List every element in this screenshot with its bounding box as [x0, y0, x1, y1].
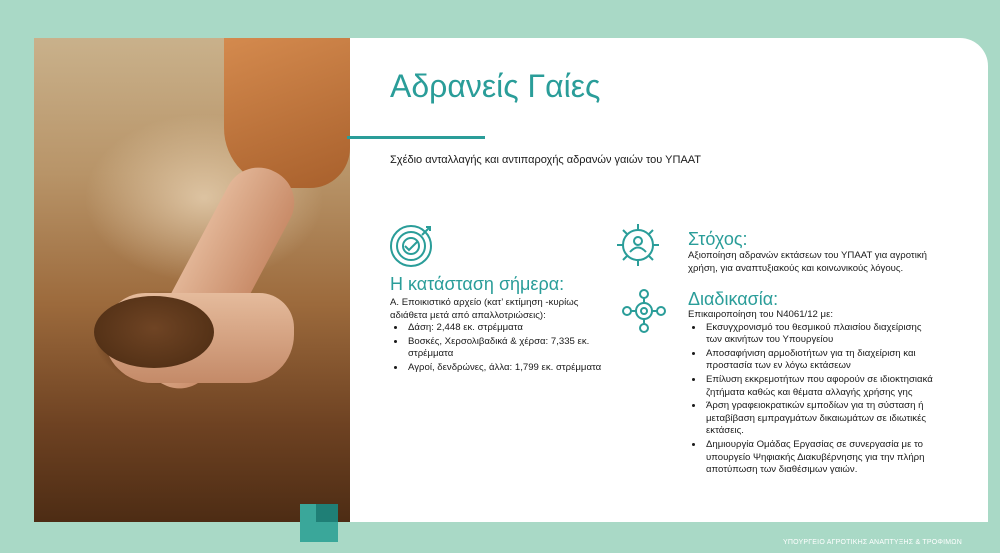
page-title: Αδρανείς Γαίες [390, 68, 601, 104]
list-item: • Άρση γραφειοκρατικών εμποδίων για τη σύσταση ή μεταβίβαση εμπραγμάτων δικαιωμάτων σε ιδιωτικές εκτάσεις. [704, 400, 938, 438]
list-item: • Αποσαφήνιση αρμοδιοτήτων για τη διαχείριση και προστασία των εν λόγω εκτάσεων [704, 348, 938, 373]
process-gears-icon [619, 286, 669, 336]
footer-ministry: ΥΠΟΥΡΓΕΙΟ ΑΓΡΟΤΙΚΗΣ ΑΝΑΠΤΥΞΗΣ & ΤΡΟΦΙΜΩΝ [782, 539, 962, 546]
procedure-heading: Διαδικασία: [688, 289, 779, 309]
goal-heading: Στόχος: [688, 229, 748, 249]
goal-text: Αξιοποίηση αδρανών εκτάσεων του ΥΠΑΑΤ για αγροτική χρήση, για αναπτυξιακούς και κοινωνικούς λόγους. [688, 250, 927, 274]
procedure-intro: Επικαιροποίηση του Ν4061/12 με: [688, 309, 834, 320]
gear-people-icon [613, 220, 663, 270]
list-item: • Επίλυση εκκρεμοτήτων που αφορούν σε ιδιοκτησιακά ζητήματα καθώς και θέματα αλλαγής χρήσης γης [704, 374, 938, 399]
list-item: • Βοσκές, Χερσολιβαδικά & χέρσα: 7,335 εκ. στρέμματα [406, 336, 602, 361]
decorative-square-dark [316, 504, 338, 522]
title-divider [347, 136, 485, 139]
status-intro: Α. Εποικιστικό αρχείο (κατ’ εκτίμηση -κυρίως αδιάθετα μετά από απαλλοτριώσεις): [390, 297, 579, 321]
procedure-list [688, 322, 938, 477]
list-item: • Δημιουργία Ομάδας Εργασίας σε συνεργασία με το υπουργείο Ψηφιακής Διακυβέρνησης για την πλήρη αποτύπωση των διαθέσιμων γαιών. [704, 439, 938, 477]
procedure-body [688, 309, 938, 478]
status-list [390, 322, 602, 374]
list-item: • Εκσυγχρονισμό του θεσμικού πλαισίου διαχείρισης των ακινήτων του Υπουργείου [704, 322, 938, 347]
hands-holding-soil-photo [34, 38, 350, 522]
list-item: • Αγροί, δενδρώνες, άλλα: 1,799 εκ. στρέμματα [406, 362, 602, 375]
page-subtitle: Σχέδιο ανταλλαγής και αντιπαροχής αδρανών γαιών του ΥΠΑΑΤ [390, 154, 702, 166]
status-heading: Η κατάσταση σήμερα: [390, 274, 565, 294]
status-body [390, 297, 602, 376]
list-item: • Δάση: 2,448 εκ. στρέμματα [406, 322, 602, 335]
target-check-icon [386, 221, 436, 271]
